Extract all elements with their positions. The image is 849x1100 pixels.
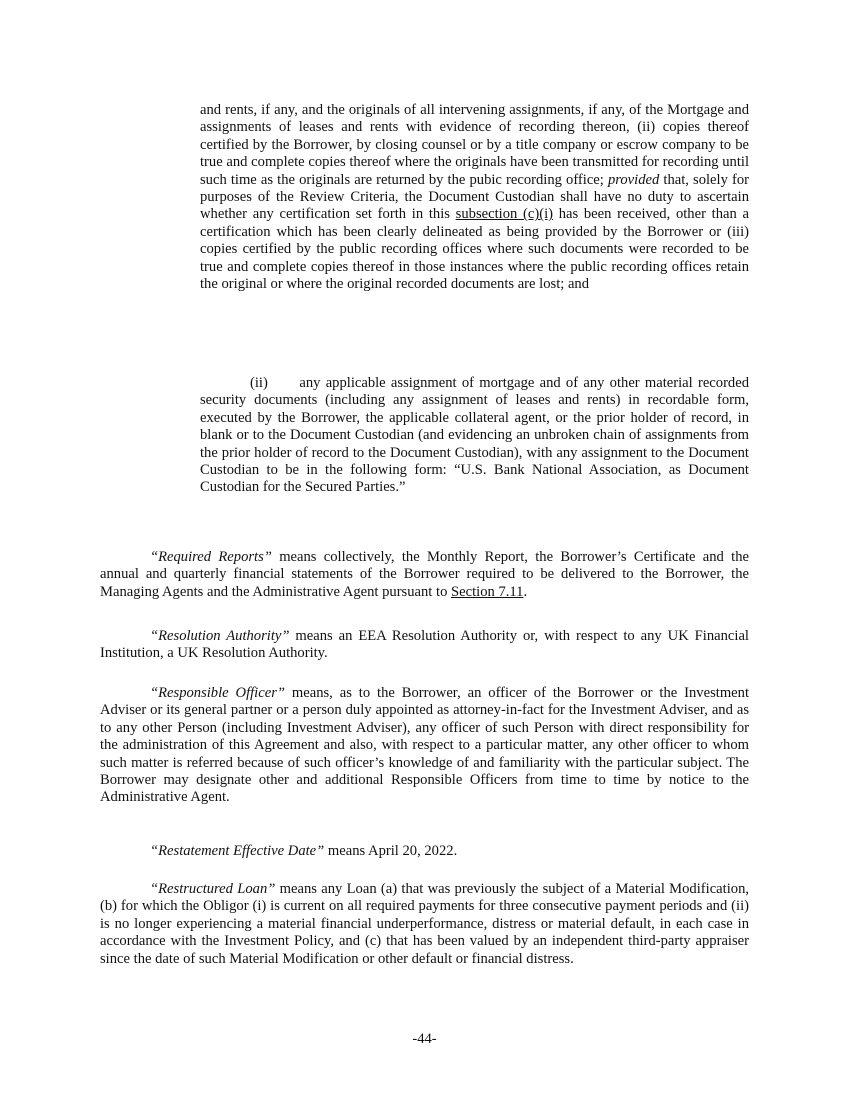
definition-restatement-effective-date (100, 843, 749, 860)
continuation-text-2: that, solely for purposes of the Review Criteria, the Document Custodian shall have no duty to ascertain whether any certification set forth in this (200, 171, 750, 223)
provided-term: provided (607, 171, 660, 188)
continuation-text-3: has been received, other than a certification which has been clearly delineated as being provided by the Borrower or (iii) copies certified by the public recording offices where such documents were recorded to be true and complete copies thereof in those instances where the public recording offices retain the original or where the original recorded documents are lost; and (200, 206, 749, 293)
subsection-reference-link[interactable]: subsection (c)(i) (455, 206, 553, 223)
continuation-paragraph (200, 102, 749, 293)
definition-required-reports (100, 549, 749, 601)
section-reference-link[interactable]: Section 7.11 (451, 583, 524, 600)
definition-restructured-loan (100, 881, 749, 968)
definition-text: means collectively, the Monthly Report, the Borrower’s Certificate and the annual and quarterly financial statements of the Borrower required to be delivered to the Borrower, the Managing Agents and the Administrative Agent pursuant to (100, 549, 749, 600)
definition-text: means any Loan (a) that was previously the subject of a Material Modification, (b) for which the Obligor (i) is current on all required payments for three consecutive payment periods and (ii) is no longer experiencing a material financial underperformance, distress or material default, in each case in accordance with the Investment Policy, and (c) that has been valued by an independent third-party appraiser since the date of such Material Modification or other default or financial distress. (100, 881, 750, 967)
defined-term: “Restatement Effective Date” (150, 843, 325, 859)
definition-tail: . (523, 583, 528, 600)
defined-term: “Responsible Officer” (150, 685, 285, 701)
continuation-text-1: and rents, if any, and the originals of all intervening assignments, if any, of the Mortgage and assignments of leases and rents with evidence of recording thereon, (ii) copies thereof certified by the Borrower, by closing counsel or by a title company or escrow company to be true and complete copies thereof where the originals have been transmitted for recording until such time as the originals are returned by the pubic recording office; (200, 102, 749, 188)
definition-resolution-authority (100, 628, 749, 663)
clause-number: (ii) (250, 375, 268, 391)
clause-text: any applicable assignment of mortgage and of any other material recorded security documents (including any assignment of leases and rents) in recordable form, executed by the Borrower, the applicable collateral agent, or the prior holder of record, in blank or to the Document Custodian (and evidencing an unbroken chain of assignments from the prior holder of record to the Document Custodian), with any assignment to the Document Custodian to be in the following form: “U.S. Bank National Association, as Document Custodian for the Secured Parties.” (200, 375, 750, 496)
defined-term: “Restructured Loan” (150, 881, 276, 897)
defined-term: “Required Reports” (150, 549, 272, 565)
definition-responsible-officer (100, 685, 749, 807)
definition-text: means, as to the Borrower, an officer of the Borrower or the Investment Adviser or its general partner or a person duly appointed as attorney-in-fact for the Investment Adviser, and as to any other Person (including Investment Adviser), any officer of such Person with direct responsibility for the administration of this Agreement and also, with respect to a particular matter, any other officer to whom such matter is referred because of such officer’s knowledge of and familiarity with the particular subject. The Borrower may designate other and additional Responsible Officers from time to time by notice to the Administrative Agent. (100, 685, 749, 806)
page-number: -44- (412, 1031, 437, 1047)
defined-term: “Resolution Authority” (150, 628, 290, 644)
clause-ii (200, 375, 749, 497)
definition-text: means April 20, 2022. (324, 843, 458, 859)
definition-text: means an EEA Resolution Authority or, with respect to any UK Financial Institution, a UK Resolution Authority. (100, 628, 749, 662)
